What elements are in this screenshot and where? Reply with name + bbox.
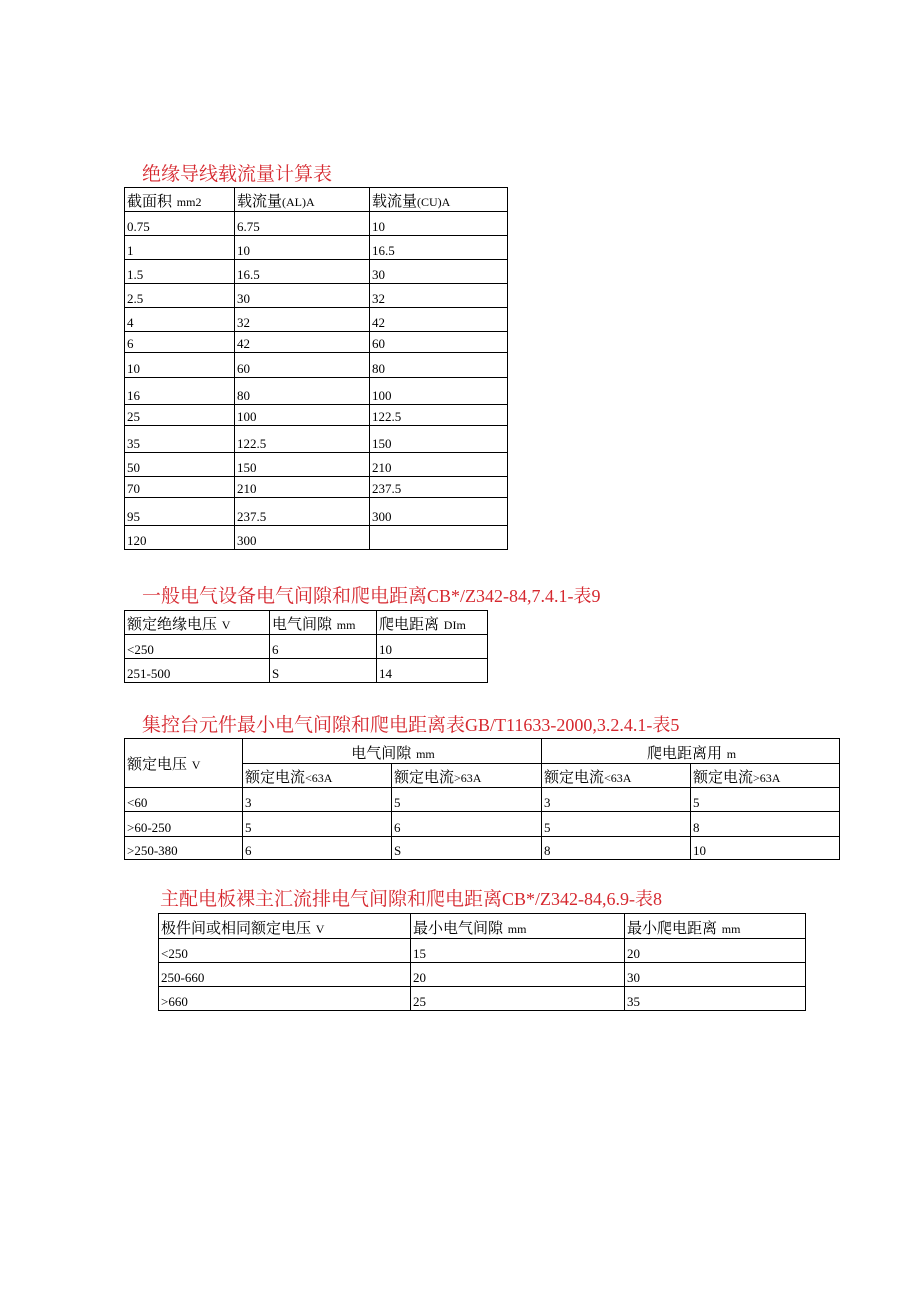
table-cell: 100: [370, 378, 508, 405]
table-cell: 300: [370, 498, 508, 526]
table-cell: 5: [542, 812, 691, 837]
table-cell: 15: [411, 939, 625, 963]
table-cell: 120: [125, 526, 235, 550]
table-cell: 70: [125, 477, 235, 498]
table-cell: 80: [235, 378, 370, 405]
table4-title: [160, 887, 662, 911]
table-cell: 10: [691, 837, 840, 860]
table-row: [125, 378, 508, 405]
table-cell: 16.5: [235, 260, 370, 284]
table2-clearance-creepage: [124, 610, 488, 683]
table-cell: 237.5: [370, 477, 508, 498]
table4-busbar-clearance: [158, 913, 806, 1011]
table1-header-cell: 载流量(CU)A: [370, 188, 508, 212]
table4-title-text: 主配电板裸主汇流排电气间隙和爬电距离: [160, 888, 503, 910]
table3-title-text: 集控台元件最小电气间隙和爬电距离表: [142, 714, 466, 736]
table2-header-row: [125, 611, 488, 635]
table2-header-cell: 爬电距离 DIm: [377, 611, 488, 635]
table-cell: 3: [243, 788, 392, 812]
table-row: [125, 837, 840, 860]
table3-group-header: 爬电距离用 m: [542, 739, 840, 764]
table-row: [125, 284, 508, 308]
table-cell: 60: [235, 353, 370, 378]
table3-group-header: 电气间隙 mm: [243, 739, 542, 764]
table-row: [125, 788, 840, 812]
table4-header-cell: 最小爬电距离 mm: [625, 914, 806, 939]
table-cell: 30: [235, 284, 370, 308]
table-cell: 32: [370, 284, 508, 308]
table4-header-cell: 极件间或相同额定电压 V: [159, 914, 411, 939]
table-cell: 237.5: [235, 498, 370, 526]
table-row: [159, 963, 806, 987]
table-cell: 6: [392, 812, 542, 837]
table3-subheader-cell: 额定电流>63A: [392, 764, 542, 788]
table-cell: 10: [370, 212, 508, 236]
table2-header-cell: 电气间隙 mm: [270, 611, 377, 635]
table-cell: 5: [691, 788, 840, 812]
table3-header-row: [125, 739, 840, 764]
table-cell: 60: [370, 332, 508, 353]
table-cell: S: [270, 659, 377, 683]
table-row: [125, 453, 508, 477]
table3-title-ref: GB/T11633-2000,3.2.4.1-表5: [465, 715, 680, 735]
table-cell: 122.5: [370, 405, 508, 426]
table-cell: 150: [235, 453, 370, 477]
table1-wire-ampacity: [124, 187, 508, 550]
table3-subheader-cell: 额定电流<63A: [243, 764, 392, 788]
table-cell: 8: [691, 812, 840, 837]
table2-title: [142, 584, 601, 608]
table-cell: 6: [270, 635, 377, 659]
table-row: [125, 308, 508, 332]
table4-title-ref: CB*/Z342-84,6.9-表8: [502, 889, 663, 909]
table-cell: 4: [125, 308, 235, 332]
table-cell: 300: [235, 526, 370, 550]
table-cell: 10: [377, 635, 488, 659]
table-cell: [370, 526, 508, 550]
table-cell: 2.5: [125, 284, 235, 308]
table-row: [125, 260, 508, 284]
table1-title: [142, 162, 332, 186]
table1-header-cell: 载流量(AL)A: [235, 188, 370, 212]
table-cell: 251-500: [125, 659, 270, 683]
table-cell: 35: [125, 426, 235, 453]
table2-title-ref: CB*/Z342-84,7.4.1-表9: [427, 586, 601, 606]
table3-header-cell: 额定电压 V: [125, 739, 243, 788]
table-row: [125, 212, 508, 236]
table2-header-cell: 额定绝缘电压 V: [125, 611, 270, 635]
table-cell: 250-660: [159, 963, 411, 987]
table-cell: 20: [411, 963, 625, 987]
table-cell: 0.75: [125, 212, 235, 236]
table-cell: 1.5: [125, 260, 235, 284]
table-row: [125, 498, 508, 526]
table-cell: 210: [235, 477, 370, 498]
table-row: [159, 939, 806, 963]
table-cell: 30: [625, 963, 806, 987]
table-cell: 80: [370, 353, 508, 378]
table-cell: 5: [392, 788, 542, 812]
table1-header-row: [125, 188, 508, 212]
table-cell: 50: [125, 453, 235, 477]
table-cell: 20: [625, 939, 806, 963]
table3-console-clearance: [124, 738, 840, 860]
table-row: [125, 526, 508, 550]
table-cell: 30: [370, 260, 508, 284]
table-cell: 6: [125, 332, 235, 353]
table-row: [125, 332, 508, 353]
table3-subheader-cell: 额定电流<63A: [542, 764, 691, 788]
table-cell: 16.5: [370, 236, 508, 260]
table-cell: 210: [370, 453, 508, 477]
table-cell: 100: [235, 405, 370, 426]
table3-title: [142, 713, 679, 737]
table1-title-text: 绝缘导线载流量计算表: [142, 163, 333, 185]
table4-header-row: [159, 914, 806, 939]
table-cell: <250: [159, 939, 411, 963]
table4-header-cell: 最小电气间隙 mm: [411, 914, 625, 939]
table-row: [125, 426, 508, 453]
table-cell: 95: [125, 498, 235, 526]
table-row: [159, 987, 806, 1011]
table-cell: >250-380: [125, 837, 243, 860]
table-cell: >660: [159, 987, 411, 1011]
table-row: [125, 812, 840, 837]
table-cell: 5: [243, 812, 392, 837]
table-cell: 25: [411, 987, 625, 1011]
table-row: [125, 405, 508, 426]
table-row: [125, 659, 488, 683]
table-row: [125, 236, 508, 260]
table-cell: 6: [243, 837, 392, 860]
table-cell: 32: [235, 308, 370, 332]
table-row: [125, 477, 508, 498]
table-cell: 6.75: [235, 212, 370, 236]
table-cell: S: [392, 837, 542, 860]
table-cell: 1: [125, 236, 235, 260]
table-cell: 35: [625, 987, 806, 1011]
table-row: [125, 635, 488, 659]
table-cell: 3: [542, 788, 691, 812]
table1-header-cell: 截面积 mm2: [125, 188, 235, 212]
table-cell: <60: [125, 788, 243, 812]
table2-title-text: 一般电气设备电气间隙和爬电距离: [142, 585, 428, 607]
table-cell: 42: [370, 308, 508, 332]
table-cell: >60-250: [125, 812, 243, 837]
table-cell: 10: [125, 353, 235, 378]
table-cell: 10: [235, 236, 370, 260]
table-cell: 150: [370, 426, 508, 453]
table-row: [125, 353, 508, 378]
table-cell: 16: [125, 378, 235, 405]
table-cell: <250: [125, 635, 270, 659]
table-cell: 14: [377, 659, 488, 683]
table3-subheader-cell: 额定电流>63A: [691, 764, 840, 788]
table-cell: 25: [125, 405, 235, 426]
table-cell: 122.5: [235, 426, 370, 453]
table-cell: 8: [542, 837, 691, 860]
table-cell: 42: [235, 332, 370, 353]
